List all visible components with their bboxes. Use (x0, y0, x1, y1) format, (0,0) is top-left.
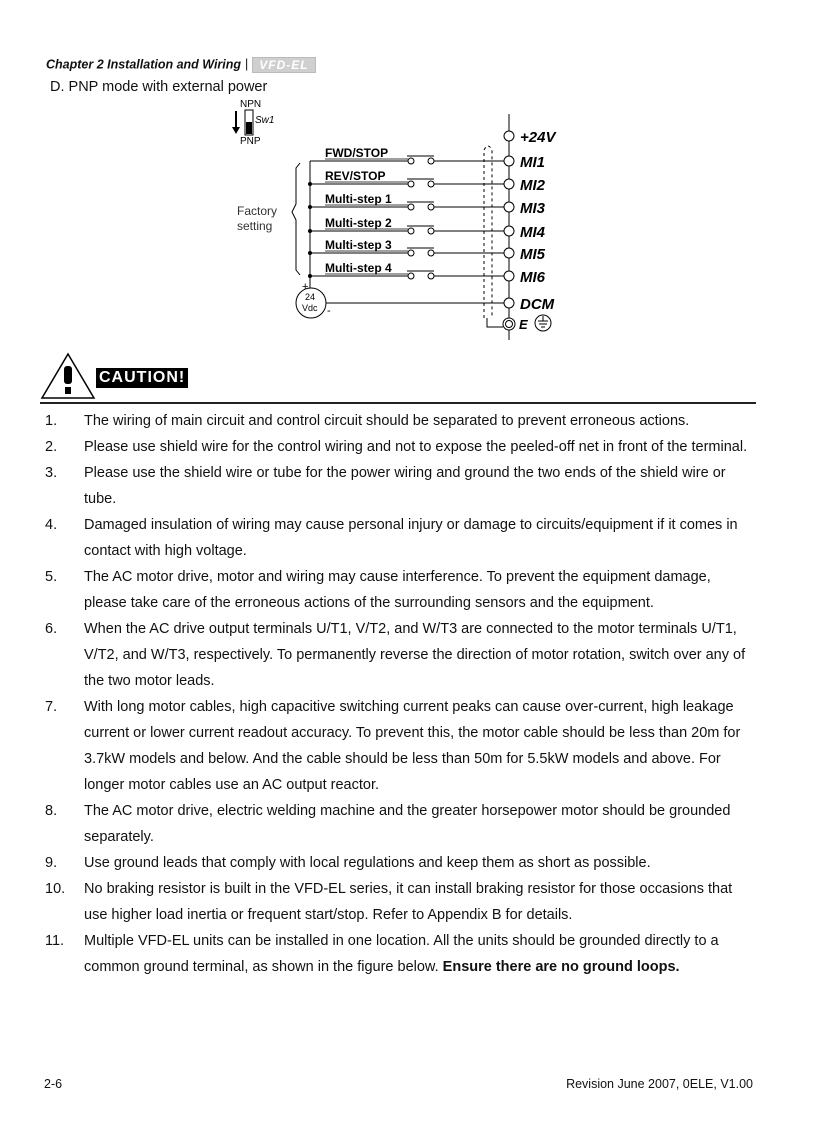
terminal-circle (504, 156, 514, 166)
contact-terminal (428, 250, 434, 256)
terminal-circle (504, 248, 514, 258)
supply-plus: + (302, 281, 309, 293)
list-item: 1. The wiring of main circuit and control circuit should be separated to prevent erroneous actions. (45, 413, 690, 429)
list-item: 11. Multiple VFD-EL units can be installed in one location. All the units should be grounded directly to a common ground terminal, as shown in the figure below. Ensure there are no ground loops. (45, 933, 719, 975)
contact-terminal (428, 273, 434, 279)
terminal-dcm: DCM (520, 296, 555, 313)
terminal-e: E (519, 317, 528, 332)
input-label: FWD/STOP (325, 146, 389, 160)
terminal-label: MI5 (520, 246, 546, 263)
contact-terminal (408, 228, 414, 234)
list-item: 7. With long motor cables, high capacitive switching current peaks can cause over-current, high leakage current or lower current readout accuracy. To prevent this, the motor cable should be less than 20m for 3.7kW models and below. And the cable should be less than 50m for 5.5kW models and above. For longer motor cables use an AC output reactor. (45, 699, 741, 793)
list-item: 6. When the AC drive output terminals U/T1, V/T2, and W/T3 are connected to the motor terminals U/T1, V/T2, and W/T3, respectively. To permanently reverse the direction of motor rotation, switch over any of the two motor leads. (45, 621, 746, 689)
supply-line1: 24 (305, 292, 316, 302)
terminal-label: MI2 (520, 177, 546, 194)
list-item: 9. Use ground leads that comply with local regulations and keep them as short as possible. (45, 855, 651, 871)
brace (292, 163, 300, 275)
contact-terminal (428, 228, 434, 234)
list-item: 3. Please use the shield wire or tube for the power wiring and ground the two ends of the shield wire or tube. (45, 465, 726, 507)
list-item: 5. The AC motor drive, motor and wiring may cause interference. To prevent the equipment damage, please take care of the erroneous actions of the surrounding sensors and the equipment. (45, 569, 711, 611)
terminal-circle (504, 202, 514, 212)
switch-name: Sw1 (255, 115, 275, 126)
supply-minus: - (327, 305, 331, 317)
caution-list (0, 408, 816, 980)
contact-terminal (408, 158, 414, 164)
terminal-label: MI1 (520, 154, 546, 171)
product-logo: VFD-EL (252, 57, 315, 73)
list-item: 10. No braking resistor is built in the VFD-EL series, it can install braking resistor for those occasions that use higher load inertia or frequent start/stop. Refer to Appendix B for details. (45, 881, 733, 923)
terminal-circle (504, 226, 514, 236)
terminal-label: MI4 (520, 224, 546, 241)
chapter-title: Chapter 2 Installation and Wiring (46, 57, 242, 72)
input-label: Multi-step 3 (325, 238, 392, 252)
revision-info: Revision June 2007, 0ELE, V1.00 (566, 1077, 753, 1091)
contact-terminal (408, 273, 414, 279)
input-label: Multi-step 2 (325, 216, 392, 230)
terminal-plus24v: +24V (520, 129, 556, 146)
section-subtitle: D. PNP mode with external power (50, 79, 268, 95)
divider (40, 402, 756, 404)
wiring-diagram (0, 0, 816, 350)
contact-terminal (408, 181, 414, 187)
terminal-label: MI3 (520, 200, 546, 217)
contact-terminal (428, 204, 434, 210)
list-item: 4. Damaged insulation of wiring may cause personal injury or damage to circuits/equipment if it comes in contact with high voltage. (45, 517, 738, 559)
contact-terminal (428, 181, 434, 187)
terminal-circle (504, 179, 514, 189)
terminal-circle (504, 271, 514, 281)
input-label: Multi-step 1 (325, 192, 392, 206)
contact-terminal (408, 250, 414, 256)
ground-icon (535, 315, 551, 331)
switch-pnp-label: PNP (240, 136, 261, 147)
list-item: 2. Please use shield wire for the control wiring and not to expose the peeled-off net in front of the terminal. (45, 439, 748, 455)
contact-terminal (408, 204, 414, 210)
shield-wire (484, 146, 492, 318)
switch-npn-label: NPN (240, 99, 262, 110)
terminal-label: MI6 (520, 269, 546, 286)
contact-terminal (428, 158, 434, 164)
page-number: 2-6 (44, 1077, 63, 1091)
factory-setting-label-2: setting (237, 219, 273, 233)
input-label: REV/STOP (325, 169, 386, 183)
caution-label: CAUTION! (96, 368, 188, 388)
input-label: Multi-step 4 (325, 261, 392, 275)
supply-line2: Vdc (302, 303, 318, 313)
factory-setting-label-1: Factory (237, 204, 278, 218)
warning-triangle-icon (40, 352, 98, 400)
header-separator: | (245, 57, 249, 72)
emphasis-text: Ensure there are no ground loops. (442, 959, 680, 975)
list-item: 8. The AC motor drive, electric welding machine and the greater horsepower motor should be grounded separately. (45, 803, 731, 845)
